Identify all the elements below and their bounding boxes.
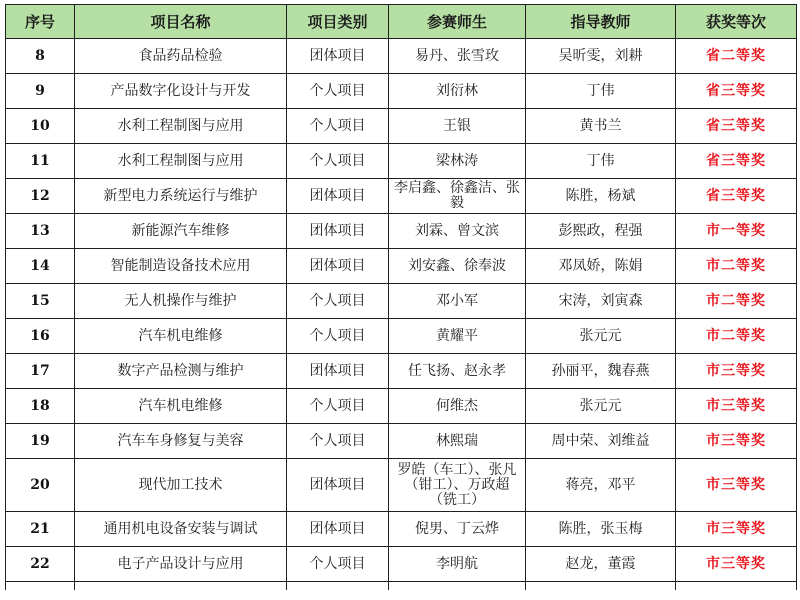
cell-project-type: 个人项目: [287, 284, 389, 319]
cell-no: 11: [6, 144, 75, 179]
cell-students: 邓小军: [389, 284, 526, 319]
cell-award: 市二等奖: [676, 249, 797, 284]
cell-students: 李启鑫、徐鑫洁、张毅: [389, 179, 526, 214]
cell-project-name: 食品药品检验: [75, 39, 287, 74]
cell-project-name: 汽车机电维修: [75, 319, 287, 354]
cell-teachers: 孙丽平，魏春燕: [526, 354, 676, 389]
cell-no: 20: [6, 459, 75, 512]
table-header-row: [6, 5, 797, 39]
cell-project-type: 个人项目: [287, 144, 389, 179]
cell-students: 刘衍林: [389, 74, 526, 109]
cell-no: 15: [6, 284, 75, 319]
award-results-table: [5, 4, 797, 590]
cell-students: 刘安鑫、徐奉波: [389, 249, 526, 284]
cell-project-name: 电子产品设计与应用: [75, 547, 287, 582]
cell-no: 19: [6, 424, 75, 459]
cell-project-type: 个人项目: [287, 389, 389, 424]
cell-students: 林熙瑞: [389, 424, 526, 459]
cell-teachers: 赵龙，董霞: [526, 547, 676, 582]
cell-award: 省三等奖: [676, 74, 797, 109]
cell-no: 18: [6, 389, 75, 424]
table-row: [6, 389, 797, 424]
table-row: [6, 547, 797, 582]
header-project-name: 项目名称: [75, 5, 287, 39]
cell-project-name: 新能源汽车维修: [75, 214, 287, 249]
cell-award: 市三等奖: [676, 512, 797, 547]
table-row: [6, 179, 797, 214]
cell-teachers: 吴昕雯，刘耕: [526, 39, 676, 74]
cell-project-type: 个人项目: [287, 74, 389, 109]
cell-students: 易丹、张雪玫: [389, 39, 526, 74]
cell-project-type: 团体项目: [287, 249, 389, 284]
cell-students: 倪男、丁云烨: [389, 512, 526, 547]
cell-project-type: 团体项目: [287, 39, 389, 74]
cell-award: 市二等奖: [676, 319, 797, 354]
cell-award: 省三等奖: [676, 144, 797, 179]
cell-teachers: 彭熙政，程强: [526, 214, 676, 249]
cell-project-type: 个人项目: [287, 547, 389, 582]
cell-empty: [287, 582, 389, 591]
cell-no: 12: [6, 179, 75, 214]
table-row: [6, 459, 797, 512]
cell-no: 10: [6, 109, 75, 144]
cell-project-name: 产品数字化设计与开发: [75, 74, 287, 109]
cell-students: 罗皓（车工）、张凡（钳工）、万政超（铣工）: [389, 459, 526, 512]
cell-project-name: 智能制造设备技术应用: [75, 249, 287, 284]
table-row: [6, 39, 797, 74]
cell-no: 22: [6, 547, 75, 582]
cell-award: 省二等奖: [676, 39, 797, 74]
cell-no: 13: [6, 214, 75, 249]
cell-award: 市三等奖: [676, 354, 797, 389]
table-row: [6, 354, 797, 389]
cell-students: 任飞扬、赵永孝: [389, 354, 526, 389]
cell-no: 21: [6, 512, 75, 547]
cell-teachers: 周中荣、刘维益: [526, 424, 676, 459]
award-results-sheet: [5, 4, 796, 590]
cell-no: 9: [6, 74, 75, 109]
cell-project-type: 团体项目: [287, 354, 389, 389]
table-row: [6, 249, 797, 284]
cell-empty: [676, 582, 797, 591]
cell-students: 刘霖、曾文滨: [389, 214, 526, 249]
cell-award: 省三等奖: [676, 179, 797, 214]
cell-award: 省三等奖: [676, 109, 797, 144]
cell-empty: [526, 582, 676, 591]
cell-teachers: 张元元: [526, 319, 676, 354]
cell-award: 市三等奖: [676, 459, 797, 512]
cell-teachers: 黄书兰: [526, 109, 676, 144]
table-row: [6, 284, 797, 319]
cell-project-name: 数字产品检测与维护: [75, 354, 287, 389]
header-students: 参赛师生: [389, 5, 526, 39]
cell-students: 李明航: [389, 547, 526, 582]
table-body: [6, 39, 797, 591]
cell-teachers: 丁伟: [526, 144, 676, 179]
cell-teachers: 丁伟: [526, 74, 676, 109]
cell-project-type: 团体项目: [287, 459, 389, 512]
table-row: [6, 512, 797, 547]
cell-empty: [75, 582, 287, 591]
cell-project-name: 水利工程制图与应用: [75, 109, 287, 144]
cell-project-name: 水利工程制图与应用: [75, 144, 287, 179]
cell-students: 王银: [389, 109, 526, 144]
cell-project-name: 汽车车身修复与美容: [75, 424, 287, 459]
table-row: [6, 144, 797, 179]
cell-award: 市三等奖: [676, 389, 797, 424]
cell-students: 何维杰: [389, 389, 526, 424]
cell-award: 市一等奖: [676, 214, 797, 249]
cell-teachers: 蒋亮，邓平: [526, 459, 676, 512]
cell-project-type: 个人项目: [287, 424, 389, 459]
table-row-partial: [6, 582, 797, 591]
table-row: [6, 319, 797, 354]
cell-teachers: 张元元: [526, 389, 676, 424]
header-no: 序号: [6, 5, 75, 39]
cell-teachers: 陈胜，杨斌: [526, 179, 676, 214]
table-row: [6, 74, 797, 109]
cell-no: 17: [6, 354, 75, 389]
cell-project-name: 汽车机电维修: [75, 389, 287, 424]
cell-teachers: 宋涛，刘寅森: [526, 284, 676, 319]
cell-empty: [389, 582, 526, 591]
header-project-type: 项目类别: [287, 5, 389, 39]
cell-project-name: 现代加工技术: [75, 459, 287, 512]
cell-award: 市三等奖: [676, 424, 797, 459]
cell-project-name: 无人机操作与维护: [75, 284, 287, 319]
cell-students: 黄耀平: [389, 319, 526, 354]
table-row: [6, 214, 797, 249]
cell-award: 市三等奖: [676, 547, 797, 582]
cell-no: 16: [6, 319, 75, 354]
cell-project-type: 个人项目: [287, 109, 389, 144]
cell-project-type: 团体项目: [287, 214, 389, 249]
table-row: [6, 109, 797, 144]
cell-teachers: 邓凤娇，陈娟: [526, 249, 676, 284]
header-teachers: 指导教师: [526, 5, 676, 39]
cell-no: 8: [6, 39, 75, 74]
cell-students: 梁林涛: [389, 144, 526, 179]
cell-project-type: 团体项目: [287, 179, 389, 214]
cell-empty: [6, 582, 75, 591]
cell-award: 市二等奖: [676, 284, 797, 319]
header-award: 获奖等次: [676, 5, 797, 39]
cell-project-name: 新型电力系统运行与维护: [75, 179, 287, 214]
table-row: [6, 424, 797, 459]
cell-project-name: 通用机电设备安装与调试: [75, 512, 287, 547]
cell-teachers: 陈胜，张玉梅: [526, 512, 676, 547]
cell-no: 14: [6, 249, 75, 284]
cell-project-type: 团体项目: [287, 512, 389, 547]
cell-project-type: 个人项目: [287, 319, 389, 354]
